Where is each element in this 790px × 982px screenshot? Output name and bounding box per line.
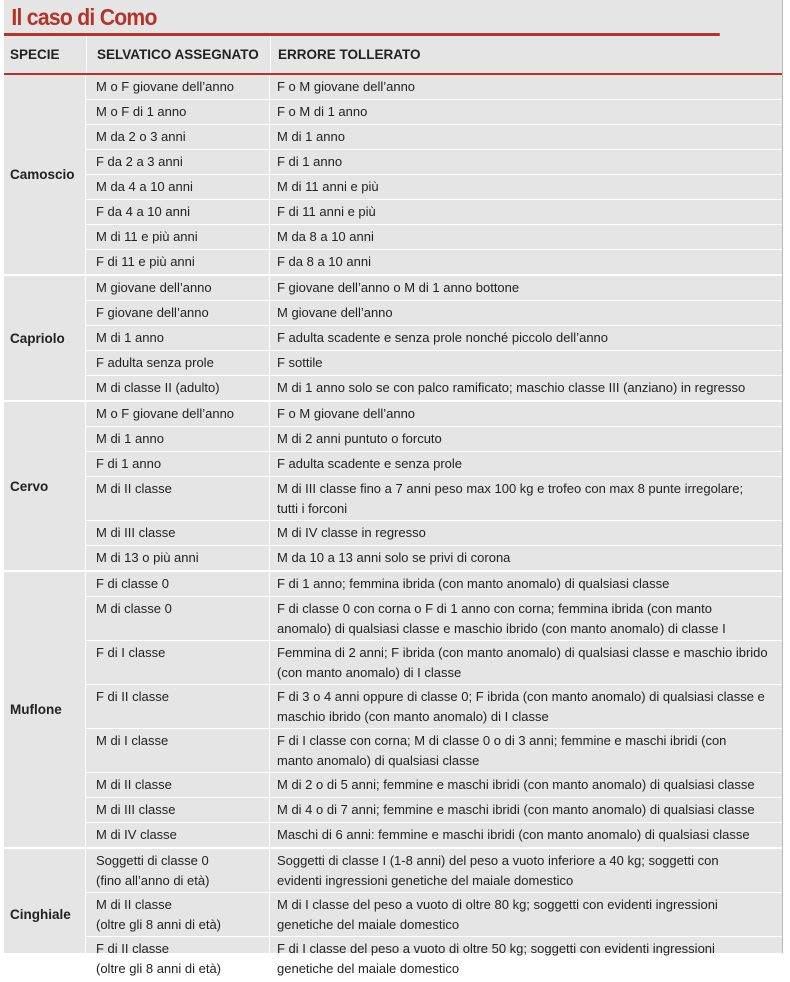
- table-row: [86, 572, 782, 597]
- cell-line: F o M giovane dell’anno: [277, 406, 416, 421]
- cell-line: tutti i forconi: [277, 500, 348, 516]
- cell-line: F giovane dell’anno o M di 1 anno bottone: [277, 280, 520, 295]
- cell-line: M di 1 anno solo se con palco ramificato; maschio classe III (anziano) in regresso: [277, 380, 746, 395]
- cell-line: M di 1 anno: [96, 330, 164, 345]
- cell-line: M da 10 a 13 anni solo se privi di corona: [277, 550, 511, 565]
- cell-line: M di 11 anni e più: [277, 179, 379, 194]
- cell-line: Femmina di 2 anni; F ibrida (con manto anomalo) di qualsiasi classe e maschio ibrido: [277, 645, 768, 660]
- assigned-cell: [86, 937, 270, 980]
- cell-line: M di 1 anno: [96, 431, 164, 446]
- cell-line: Soggetti di classe I (1-8 anni) del peso a vuoto inferiore a 40 kg; soggetti con: [277, 853, 719, 868]
- tolerated-cell: [270, 351, 782, 375]
- table-row: [86, 641, 782, 685]
- tolerated-cell: [270, 276, 782, 300]
- assigned-cell: [86, 685, 270, 728]
- cell-line: M di I classe: [96, 733, 169, 748]
- table-row: [86, 937, 782, 980]
- assigned-cell: [86, 175, 270, 199]
- cell-line: F di 1 anno: [277, 154, 343, 169]
- cell-line: F di 11 anni e più: [277, 204, 376, 219]
- cell-line: M di 2 o di 5 anni; femmine e maschi ibridi (con manto anomalo) di qualsiasi classe: [277, 777, 755, 792]
- cell-line: F di I classe del peso a vuoto di oltre 50 kg; soggetti con evidenti ingressioni: [277, 941, 715, 956]
- species-group: [4, 402, 782, 572]
- cell-line: M da 8 a 10 anni: [277, 229, 374, 244]
- tolerated-cell: [270, 225, 782, 249]
- cell-line: F di classe 0: [96, 576, 169, 591]
- species-group: [4, 75, 782, 276]
- species-name: Muflone: [4, 572, 86, 847]
- cell-line: F di 3 o 4 anni oppure di classe 0; F ibrida (con manto anomalo) di qualsiasi classe e: [277, 689, 765, 704]
- assigned-cell: [86, 477, 270, 520]
- cell-line: manto anomalo) di qualsiasi classe: [277, 752, 480, 768]
- table-row: [86, 351, 782, 376]
- cell-line: M di III classe fino a 7 anni peso max 100 kg e trofeo con max 8 punte irregolare;: [277, 481, 744, 496]
- assigned-cell: [86, 276, 270, 300]
- table-row: [86, 402, 782, 427]
- table-row: [86, 849, 782, 893]
- assigned-cell: [86, 798, 270, 822]
- table-row: [86, 546, 782, 570]
- tolerated-cell: [270, 100, 782, 124]
- tolerated-cell: [270, 893, 782, 936]
- table-row: [86, 685, 782, 729]
- assigned-cell: [86, 125, 270, 149]
- cell-line: M di IV classe: [96, 827, 177, 842]
- tolerated-cell: [270, 641, 782, 684]
- species-rows: [86, 276, 782, 400]
- table-row: [86, 225, 782, 250]
- header-tolerated: ERRORE TOLLERATO: [270, 36, 782, 73]
- assigned-cell: [86, 301, 270, 325]
- assigned-cell: [86, 250, 270, 274]
- table-row: [86, 200, 782, 225]
- cell-line: M o F giovane dell’anno: [96, 79, 235, 94]
- cell-line: F sottile: [277, 355, 323, 370]
- assigned-cell: [86, 452, 270, 476]
- cell-line: M di IV classe in regresso: [277, 525, 426, 540]
- cell-line: F di 1 anno; femmina ibrida (con manto anomalo) di qualsiasi classe: [277, 576, 670, 591]
- table-body: [4, 75, 782, 982]
- assigned-cell: [86, 521, 270, 545]
- tolerated-cell: [270, 250, 782, 274]
- table-row: [86, 250, 782, 274]
- cell-line: M di I classe del peso a vuoto di oltre 80 kg; soggetti con evidenti ingressioni: [277, 897, 718, 912]
- cell-line: Maschi di 6 anni: femmine e maschi ibridi (con manto anomalo) di qualsiasi classe: [277, 827, 750, 842]
- tolerated-cell: [270, 849, 782, 892]
- table-row: [86, 301, 782, 326]
- header-assigned: SELVATICO ASSEGNATO: [86, 36, 270, 73]
- cell-line: F di I classe con corna; M di classe 0 o di 3 anni; femmine e maschi ibridi (con: [277, 733, 727, 748]
- cell-line: F da 2 a 3 anni: [96, 154, 183, 169]
- table-row: [86, 125, 782, 150]
- cell-line: F giovane dell’anno: [96, 305, 209, 320]
- cell-line: M o F giovane dell’anno: [96, 406, 235, 421]
- tolerated-cell: [270, 402, 782, 426]
- assigned-cell: [86, 641, 270, 684]
- cell-line: M da 4 a 10 anni: [96, 179, 193, 194]
- species-rows: [86, 849, 782, 980]
- cell-line: F di I classe: [96, 645, 166, 660]
- cell-line: M di 13 o più anni: [96, 550, 199, 565]
- assigned-cell: [86, 326, 270, 350]
- cell-line: F adulta scadente e senza prole: [277, 456, 463, 471]
- tolerated-cell: [270, 685, 782, 728]
- species-rows: [86, 572, 782, 847]
- species-rows: [86, 75, 782, 274]
- tolerated-cell: [270, 150, 782, 174]
- table-row: [86, 100, 782, 125]
- cell-line: M di III classe: [96, 802, 176, 817]
- cell-line: F di 11 e più anni: [96, 254, 195, 269]
- table-row: [86, 376, 782, 400]
- species-name: Cervo: [4, 402, 86, 570]
- tolerated-cell: [270, 546, 782, 570]
- tolerated-cell: [270, 301, 782, 325]
- tolerated-cell: [270, 521, 782, 545]
- table-row: [86, 773, 782, 798]
- assigned-cell: [86, 100, 270, 124]
- assigned-cell: [86, 729, 270, 772]
- cell-line: M o F di 1 anno: [96, 104, 187, 119]
- tolerated-cell: [270, 175, 782, 199]
- cell-line: F di classe 0 con corna o F di 1 anno con corna; femmina ibrida (con manto: [277, 601, 712, 616]
- cell-line: M di II classe: [96, 777, 172, 792]
- cell-line: F da 8 a 10 anni: [277, 254, 371, 269]
- tolerated-cell: [270, 823, 782, 847]
- assigned-cell: [86, 225, 270, 249]
- cell-line: (oltre gli 8 anni di età): [96, 960, 222, 976]
- assigned-cell: [86, 572, 270, 596]
- tolerated-cell: [270, 798, 782, 822]
- species-rows: [86, 402, 782, 570]
- cell-line: M di II classe: [96, 897, 172, 912]
- species-name: Capriolo: [4, 276, 86, 400]
- table-row: [86, 276, 782, 301]
- cell-line: genetiche del maiale domestico: [277, 960, 460, 976]
- cell-line: F di II classe: [96, 689, 169, 704]
- species-group: [4, 572, 782, 849]
- tolerated-cell: [270, 937, 782, 980]
- assigned-cell: [86, 893, 270, 936]
- assigned-cell: [86, 597, 270, 640]
- table-row: [86, 477, 782, 521]
- header-species: SPECIE: [10, 47, 60, 62]
- table-row: [86, 75, 782, 100]
- cell-line: M di 1 anno: [277, 129, 345, 144]
- table-row: [86, 150, 782, 175]
- assigned-cell: [86, 200, 270, 224]
- page-title: Il caso di Como: [4, 0, 720, 36]
- assigned-cell: [86, 402, 270, 426]
- cell-line: (fino all’anno di età): [96, 872, 210, 888]
- cell-line: F adulta scadente e senza prole nonché piccolo dell’anno: [277, 330, 609, 345]
- tolerated-cell: [270, 75, 782, 99]
- cell-line: M giovane dell’anno: [96, 280, 212, 295]
- cell-line: M di II classe: [96, 481, 172, 496]
- tolerated-cell: [270, 200, 782, 224]
- cell-line: maschio ibrido (con manto anomalo) di I classe: [277, 708, 549, 724]
- cell-line: M giovane dell’anno: [277, 305, 393, 320]
- table-row: [86, 729, 782, 773]
- assigned-cell: [86, 351, 270, 375]
- assigned-cell: [86, 823, 270, 847]
- table-panel: [4, 0, 783, 976]
- cell-line: anomalo) di qualsiasi classe e maschio ibrido (con manto anomalo) di classe I: [277, 620, 726, 636]
- tolerated-cell: [270, 427, 782, 451]
- assigned-cell: [86, 376, 270, 400]
- tolerated-cell: [270, 125, 782, 149]
- cell-line: genetiche del maiale domestico: [277, 916, 460, 932]
- tolerated-cell: [270, 597, 782, 640]
- assigned-cell: [86, 75, 270, 99]
- table-header: [4, 36, 782, 75]
- tolerated-cell: [270, 452, 782, 476]
- cell-line: F di II classe: [96, 941, 169, 956]
- cell-line: M di classe 0: [96, 601, 172, 616]
- assigned-cell: [86, 773, 270, 797]
- table-row: [86, 521, 782, 546]
- cell-line: (oltre gli 8 anni di età): [96, 916, 222, 932]
- species-name: Cinghiale: [4, 849, 86, 980]
- species-group: [4, 276, 782, 402]
- table-row: [86, 823, 782, 847]
- cell-line: M di III classe: [96, 525, 176, 540]
- assigned-cell: [86, 546, 270, 570]
- cell-line: F o M di 1 anno: [277, 104, 368, 119]
- cell-line: F da 4 a 10 anni: [96, 204, 190, 219]
- tolerated-cell: [270, 376, 782, 400]
- cell-line: (con manto anomalo) di I classe: [277, 664, 462, 680]
- cell-line: M di 4 o di 7 anni; femmine e maschi ibridi (con manto anomalo) di qualsiasi classe: [277, 802, 755, 817]
- cell-line: M di 11 e più anni: [96, 229, 198, 244]
- species-name: Camoscio: [4, 75, 86, 274]
- tolerated-cell: [270, 729, 782, 772]
- cell-line: F adulta senza prole: [96, 355, 214, 370]
- cell-line: M di classe II (adulto): [96, 380, 220, 395]
- table-row: [86, 798, 782, 823]
- table-row: [86, 175, 782, 200]
- cell-line: Soggetti di classe 0: [96, 853, 209, 868]
- species-group: [4, 849, 782, 982]
- cell-line: F di 1 anno: [96, 456, 162, 471]
- table-row: [86, 427, 782, 452]
- table-row: [86, 326, 782, 351]
- tolerated-cell: [270, 477, 782, 520]
- tolerated-cell: [270, 572, 782, 596]
- table-row: [86, 452, 782, 477]
- cell-line: evidenti ingressioni genetiche del maiale domestico: [277, 872, 574, 888]
- tolerated-cell: [270, 773, 782, 797]
- cell-line: M di 2 anni puntuto o forcuto: [277, 431, 442, 446]
- cell-line: F o M giovane dell’anno: [277, 79, 416, 94]
- tolerated-cell: [270, 326, 782, 350]
- table-row: [86, 893, 782, 937]
- table-row: [86, 597, 782, 641]
- cell-line: M da 2 o 3 anni: [96, 129, 186, 144]
- assigned-cell: [86, 150, 270, 174]
- assigned-cell: [86, 427, 270, 451]
- assigned-cell: [86, 849, 270, 892]
